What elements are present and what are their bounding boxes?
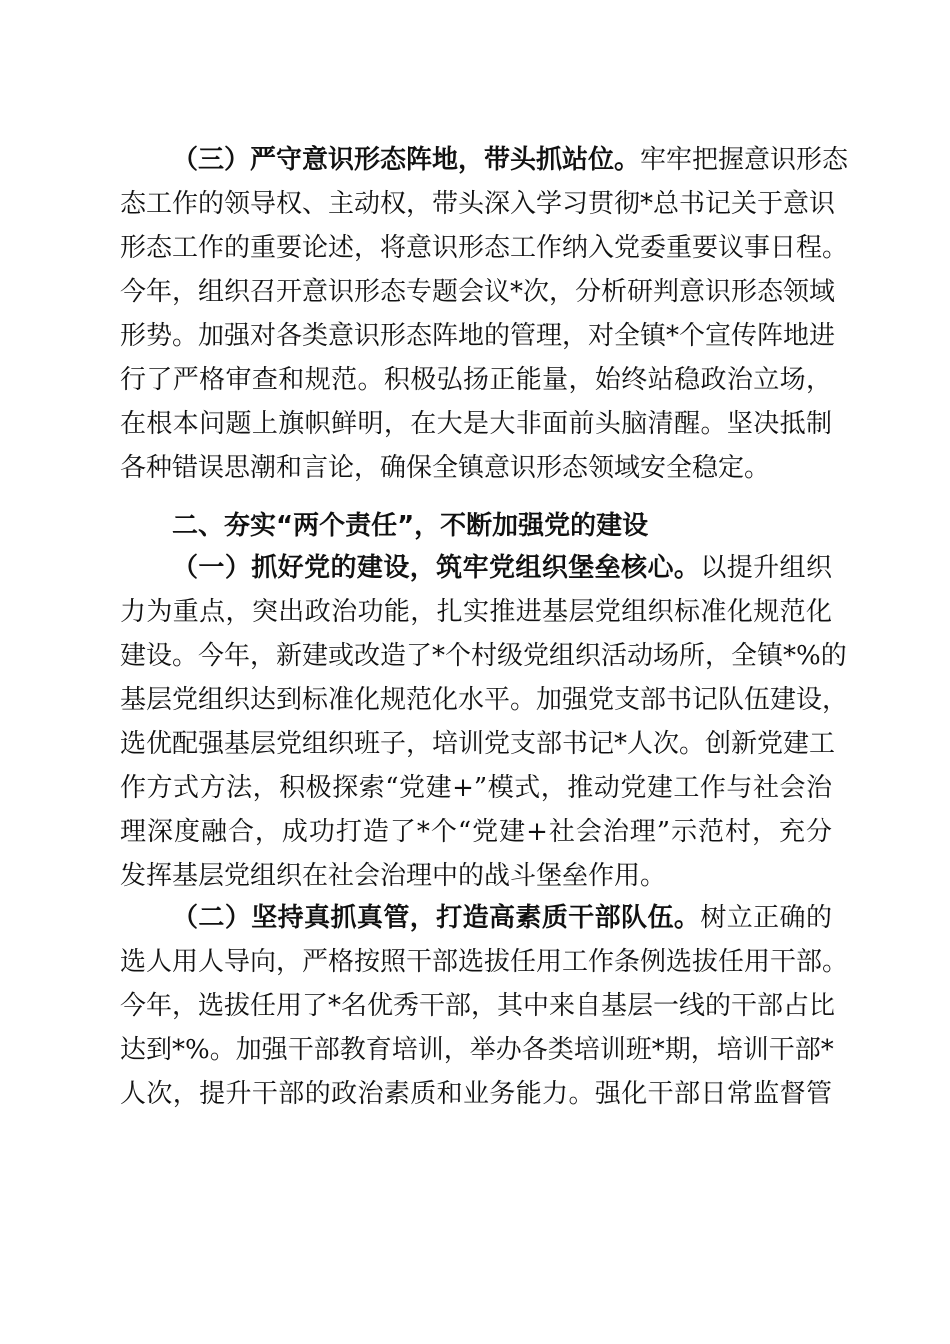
- paragraph-line: 作方式方法，积极探索“党建+”模式，推动党建工作与社会治: [120, 773, 832, 803]
- paragraph-line: 达到*%。加强干部教育培训，举办各类培训班*期，培训干部*: [120, 1035, 834, 1065]
- paragraph-line: 基层党组织达到标准化规范化水平。加强党支部书记队伍建设，: [120, 685, 849, 715]
- paragraph-cadre-team: [120, 896, 849, 1116]
- paragraph-line: 行了严格审查和规范。积极弘扬正能量，始终站稳政治立场，: [120, 365, 832, 395]
- paragraph-line: 今年，组织召开意识形态专题会议*次，分析研判意识形态领域: [120, 277, 836, 307]
- paragraph-line: 人次，提升干部的政治素质和业务能力。强化干部日常监督管: [120, 1079, 832, 1109]
- paragraph-line: 今年，选拔任用了*名优秀干部，其中来自基层一线的干部占比: [120, 991, 836, 1021]
- line-text: 牢牢把握意识形态: [640, 145, 849, 175]
- paragraph-line: 发挥基层党组织在社会治理中的战斗堡垒作用。: [120, 861, 667, 891]
- subsection-lead: （二）坚持真抓真管，打造高素质干部队伍。: [172, 903, 701, 933]
- subsection-lead: （三）严守意识形态阵地，带头抓站位。: [172, 145, 641, 175]
- paragraph-ideology: [120, 138, 849, 490]
- line-text: 树立正确的: [700, 903, 832, 933]
- paragraph-line: 形势。加强对各类意识形态阵地的管理，对全镇*个宣传阵地进: [120, 321, 836, 351]
- paragraph-line: 在根本问题上旗帜鲜明，在大是大非面前头脑清醒。坚决抵制: [120, 409, 832, 439]
- paragraph-line: 形态工作的重要论述，将意识形态工作纳入党委重要议事日程。: [120, 233, 849, 263]
- paragraph-line: 选优配强基层党组织班子，培训党支部书记*人次。创新党建工: [120, 729, 836, 759]
- paragraph-line: [120, 546, 832, 590]
- paragraph-line: [120, 138, 849, 182]
- paragraph-line: [120, 896, 832, 940]
- section-heading-block: [120, 504, 832, 548]
- section-heading: 二、夯实“两个责任”，不断加强党的建设: [172, 511, 649, 541]
- paragraph-party-building: [120, 546, 849, 898]
- subsection-lead: （一）抓好党的建设，筑牢党组织堡垒核心。: [172, 553, 701, 583]
- paragraph-line: 理深度融合，成功打造了*个“党建+社会治理”示范村，充分: [120, 817, 832, 847]
- paragraph-line: 力为重点，突出政治功能，扎实推进基层党组织标准化规范化: [120, 597, 832, 627]
- paragraph-line: 建设。今年，新建或改造了*个村级党组织活动场所，全镇*%的: [120, 641, 847, 671]
- line-text: 以提升组织: [700, 553, 832, 583]
- paragraph-line: 态工作的领导权、主动权，带头深入学习贯彻*总书记关于意识: [120, 189, 836, 219]
- paragraph-line: 各种错误思潮和言论，确保全镇意识形态领域安全稳定。: [120, 453, 771, 483]
- paragraph-line: 选人用人导向，严格按照干部选拔任用工作条例选拔任用干部。: [120, 947, 849, 977]
